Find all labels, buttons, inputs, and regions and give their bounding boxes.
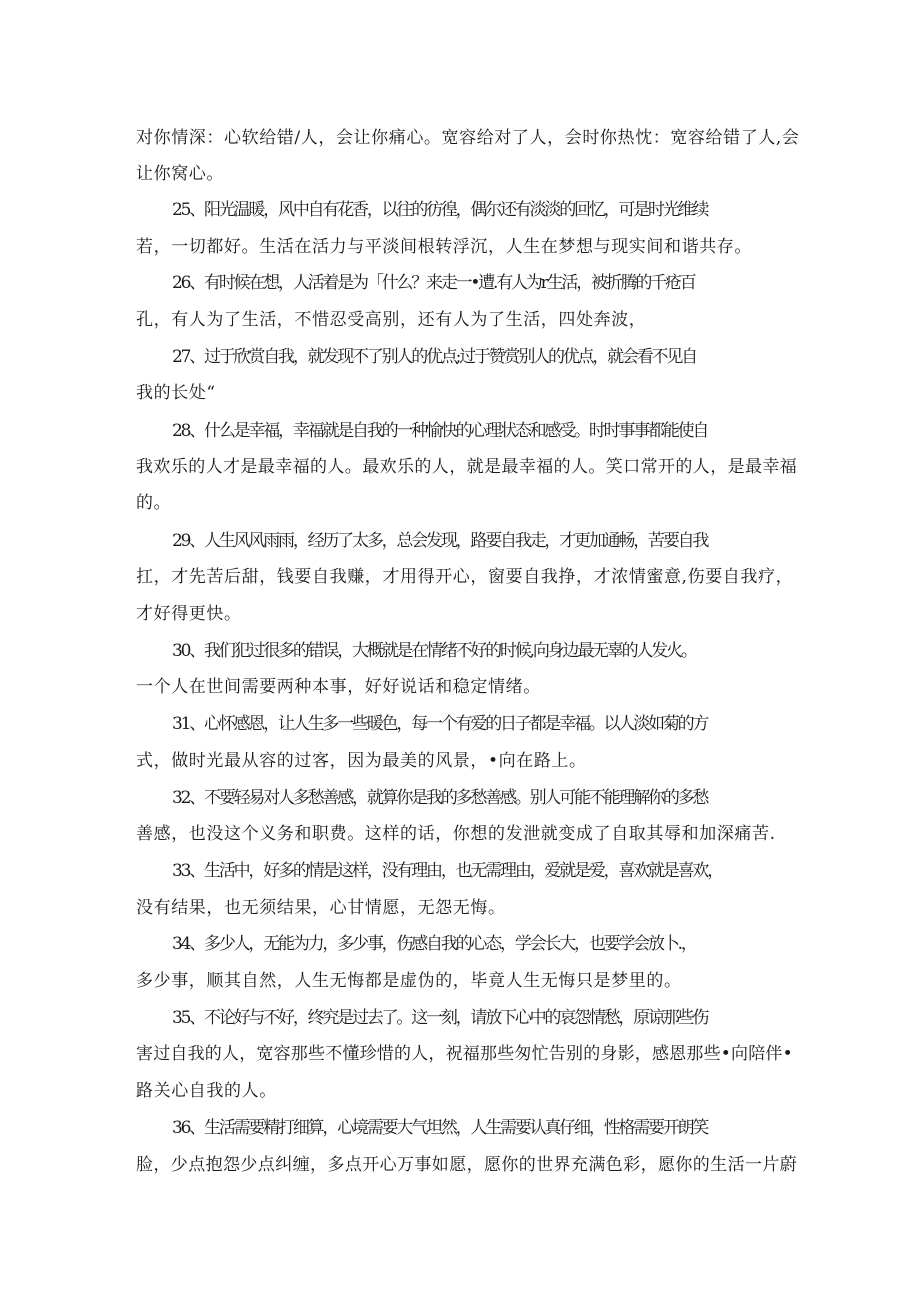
paragraph-27-line-1: 27、过于欣赏自我，就发现不了别人的优点;过于赞赏别人的优点，就会看不见自	[172, 347, 696, 367]
paragraph-25-line-2: 若，一切都好。生活在活力与平淡间根转浮沉，人生在梦想与现实间和谐共存。	[136, 237, 752, 257]
paragraph-36-line-2: 脸，少点抱怨少点纠缠，多点开心万事如愿，愿你的世界充满色彩，愿你的生活一片蔚	[136, 1155, 798, 1175]
paragraph-29-line-1: 29、人生风风雨雨，经历了太多，总会发现，路要自我走，才更加通畅，苦要自我	[172, 531, 708, 551]
paragraph-28-line-2: 我欢乐的人才是最幸福的人。最欢乐的人，就是最幸福的人。笑口常开的人，是最幸福	[136, 457, 798, 477]
paragraph-35-line-3: 路关心自我的人。	[136, 1081, 277, 1101]
paragraph-30-line-2: 一个人在世间需要两种本事，好好说话和稳定情绪。	[136, 677, 541, 697]
paragraph-34-line-1: 34、多少人，无能为力，多少事，伤感自我的心态，学会长大，也要学会放卜.，	[172, 934, 696, 954]
paragraph-34-line-2: 多少事，顺其自然，人生无悔都是虚伪的，毕竟人生无悔只是梦里的。	[136, 971, 682, 991]
text-line: 对你情深：心软给错/人，会让你痛心。宽容给对了人，会时你热忱：宽容给错了人,会	[136, 128, 800, 148]
paragraph-35-line-2: 害过自我的人，宽容那些不懂珍惜的人，祝福那些匆忙告别的身影，感恩那些•向陪伴•	[136, 1044, 793, 1064]
paragraph-28-line-3: 的。	[136, 493, 172, 513]
paragraph-26-line-2: 孔，有人为了生活，不惜忍受高别，还有人为了生活，四处奔波，	[136, 310, 647, 330]
paragraph-36-line-1: 36、生活需要精打细算，心境需要大气坦然，人生需要认真仔细，性格需要开朗笑	[172, 1118, 708, 1138]
paragraph-25-line-1: 25、阳光温暖，风中自有花香，以往的彷徨，偶尔还有淡淡的回忆，可是时光维续	[172, 200, 708, 220]
paragraph-29-line-3: 才好得更快。	[136, 604, 242, 624]
paragraph-29-line-2: 扛，才先苦后甜，钱要自我赚，才用得开心，窗要自我挣，才浓情蜜意,伤要自我疗，	[136, 567, 794, 587]
paragraph-35-line-1: 35、不论好与不好，终究是过去了。这一刻，请放下心中的哀怨情愁，原谅那些伤	[172, 1008, 708, 1028]
paragraph-32-line-2: 善感，也没这个义务和职费。这样的话，你想的发泄就变成了自取其辱和加深痛苦.	[136, 824, 776, 844]
paragraph-33-line-1: 33、生活中，好多的情是这样，没有理由，也无需理由，爱就是爱，喜欢就是喜欢，	[172, 861, 723, 881]
paragraph-31-line-1: 31、心怀感恩，让人生多一些暖色，每一个有爱的日子都是幸福。以人淡如菊的方	[172, 714, 708, 734]
paragraph-30-line-1: 30、我们犯过很多的错误，大概就是在情绪不好的时候,向身边最无辜的人发火。	[172, 641, 696, 661]
text-line: 让你窝心。	[136, 164, 224, 184]
paragraph-28-line-1: 28、什么是幸福，幸福就是自我的一种愉快的心理状态和感受。时时事事都能使自	[172, 421, 708, 441]
paragraph-26-line-1: 26、有时候在想，人活着是为「什么？来走一•遭.有人为r生活，被折腾的千疮百	[172, 273, 695, 293]
paragraph-32-line-1: 32、不要轻易对人多愁善感，就算你是我的多愁善感。别人可能不能理解你的多愁	[172, 788, 708, 808]
paragraph-33-line-2: 没有结果，也无须结果，心甘情愿，无怨无悔。	[136, 898, 506, 918]
paragraph-27-line-2: 我的长处“	[136, 383, 216, 403]
paragraph-31-line-2: 式，做时光最从容的过客，因为最美的风景，•向在路上。	[136, 751, 587, 771]
